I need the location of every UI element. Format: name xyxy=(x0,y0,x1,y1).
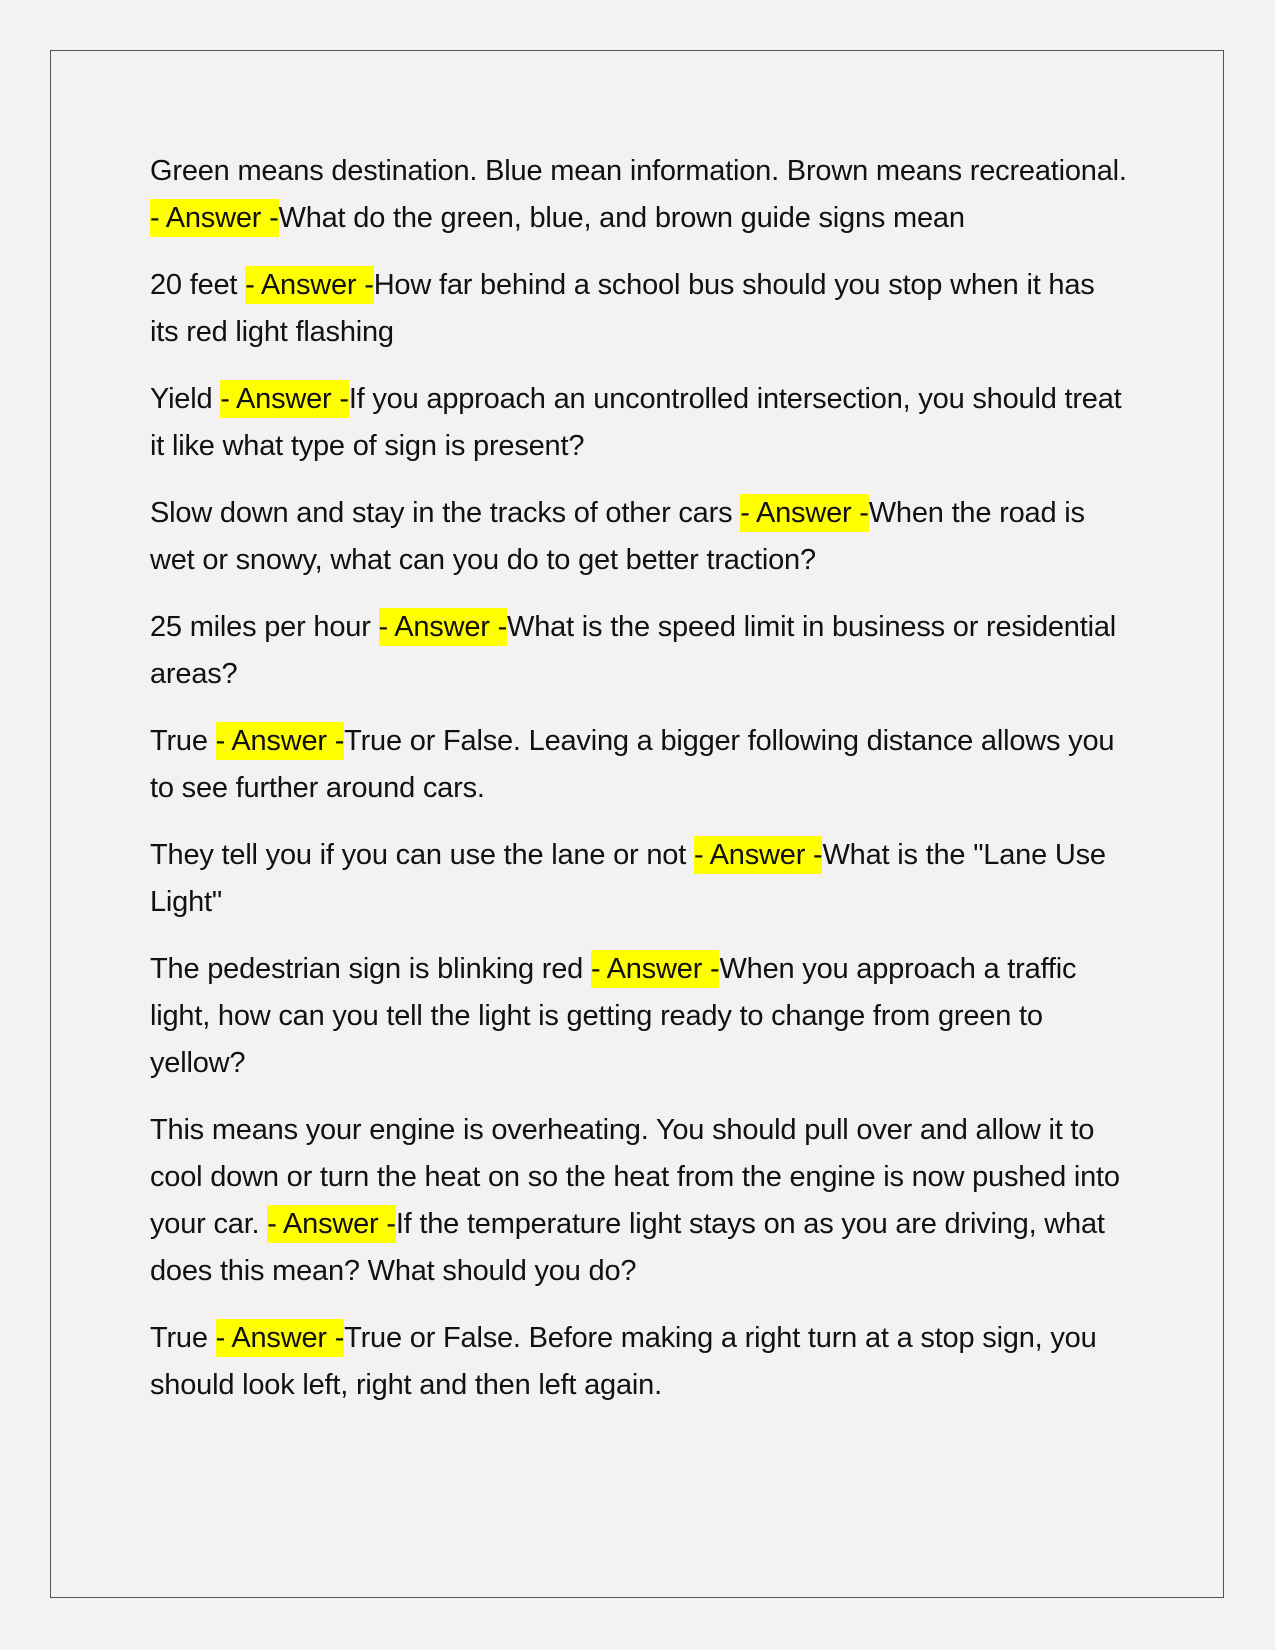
answer-marker: - Answer - xyxy=(694,836,823,874)
qa-item-5 xyxy=(150,604,1130,698)
question-text: True or False. Before making a right turn at a stop sign, you should look left, right and then left again. xyxy=(150,1322,1097,1401)
question-text: If you approach an uncontrolled intersection, you should treat it like what type of sign is present? xyxy=(150,383,1122,462)
question-text: What do the green, blue, and brown guide signs mean xyxy=(278,202,965,234)
question-text: If the temperature light stays on as you are driving, what does this mean? What should you do? xyxy=(150,1208,1105,1287)
qa-item-7 xyxy=(150,832,1130,926)
qa-item-1 xyxy=(150,148,1130,242)
answer-marker: - Answer - xyxy=(216,722,345,760)
answer-text: True xyxy=(150,1322,216,1354)
answer-marker: - Answer - xyxy=(379,608,508,646)
question-text: When the road is wet or snowy, what can you do to get better traction? xyxy=(150,497,1085,576)
answer-text: This means your engine is overheating. You should pull over and allow it to cool down or turn the heat on so the heat from the engine is now pushed into your car. xyxy=(150,1114,1120,1240)
answer-marker: - Answer - xyxy=(245,266,374,304)
answer-text: Yield xyxy=(150,383,221,415)
question-text: How far behind a school bus should you stop when it has its red light flashing xyxy=(150,269,1095,348)
answer-marker: - Answer - xyxy=(591,950,720,988)
answer-text: 25 miles per hour xyxy=(150,611,379,643)
answer-text: The pedestrian sign is blinking red xyxy=(150,953,591,985)
qa-item-3 xyxy=(150,376,1130,470)
answer-text: Green means destination. Blue mean information. Brown means recreational. xyxy=(150,155,1127,187)
question-text: True or False. Leaving a bigger following distance allows you to see further around cars. xyxy=(150,725,1115,804)
qa-item-6 xyxy=(150,718,1130,812)
answer-marker: - Answer - xyxy=(267,1205,396,1243)
answer-text: They tell you if you can use the lane or not xyxy=(150,839,694,871)
answer-marker: - Answer - xyxy=(150,199,279,237)
qa-item-2 xyxy=(150,262,1130,356)
qa-item-4 xyxy=(150,490,1130,584)
question-text: What is the speed limit in business or residential areas? xyxy=(150,611,1117,690)
answer-text: Slow down and stay in the tracks of other cars xyxy=(150,497,741,529)
question-text: When you approach a traffic light, how can you tell the light is getting ready to change from green to yellow? xyxy=(150,953,1077,1079)
flashcard-list xyxy=(150,148,1130,1429)
answer-text: 20 feet xyxy=(150,269,246,301)
answer-marker: - Answer - xyxy=(220,380,349,418)
answer-text: True xyxy=(150,725,216,757)
question-text: What is the "Lane Use Light" xyxy=(150,839,1106,918)
answer-marker: - Answer - xyxy=(740,494,869,532)
qa-item-10 xyxy=(150,1315,1130,1409)
qa-item-8 xyxy=(150,946,1130,1087)
qa-item-9 xyxy=(150,1107,1130,1295)
answer-marker: - Answer - xyxy=(216,1319,345,1357)
